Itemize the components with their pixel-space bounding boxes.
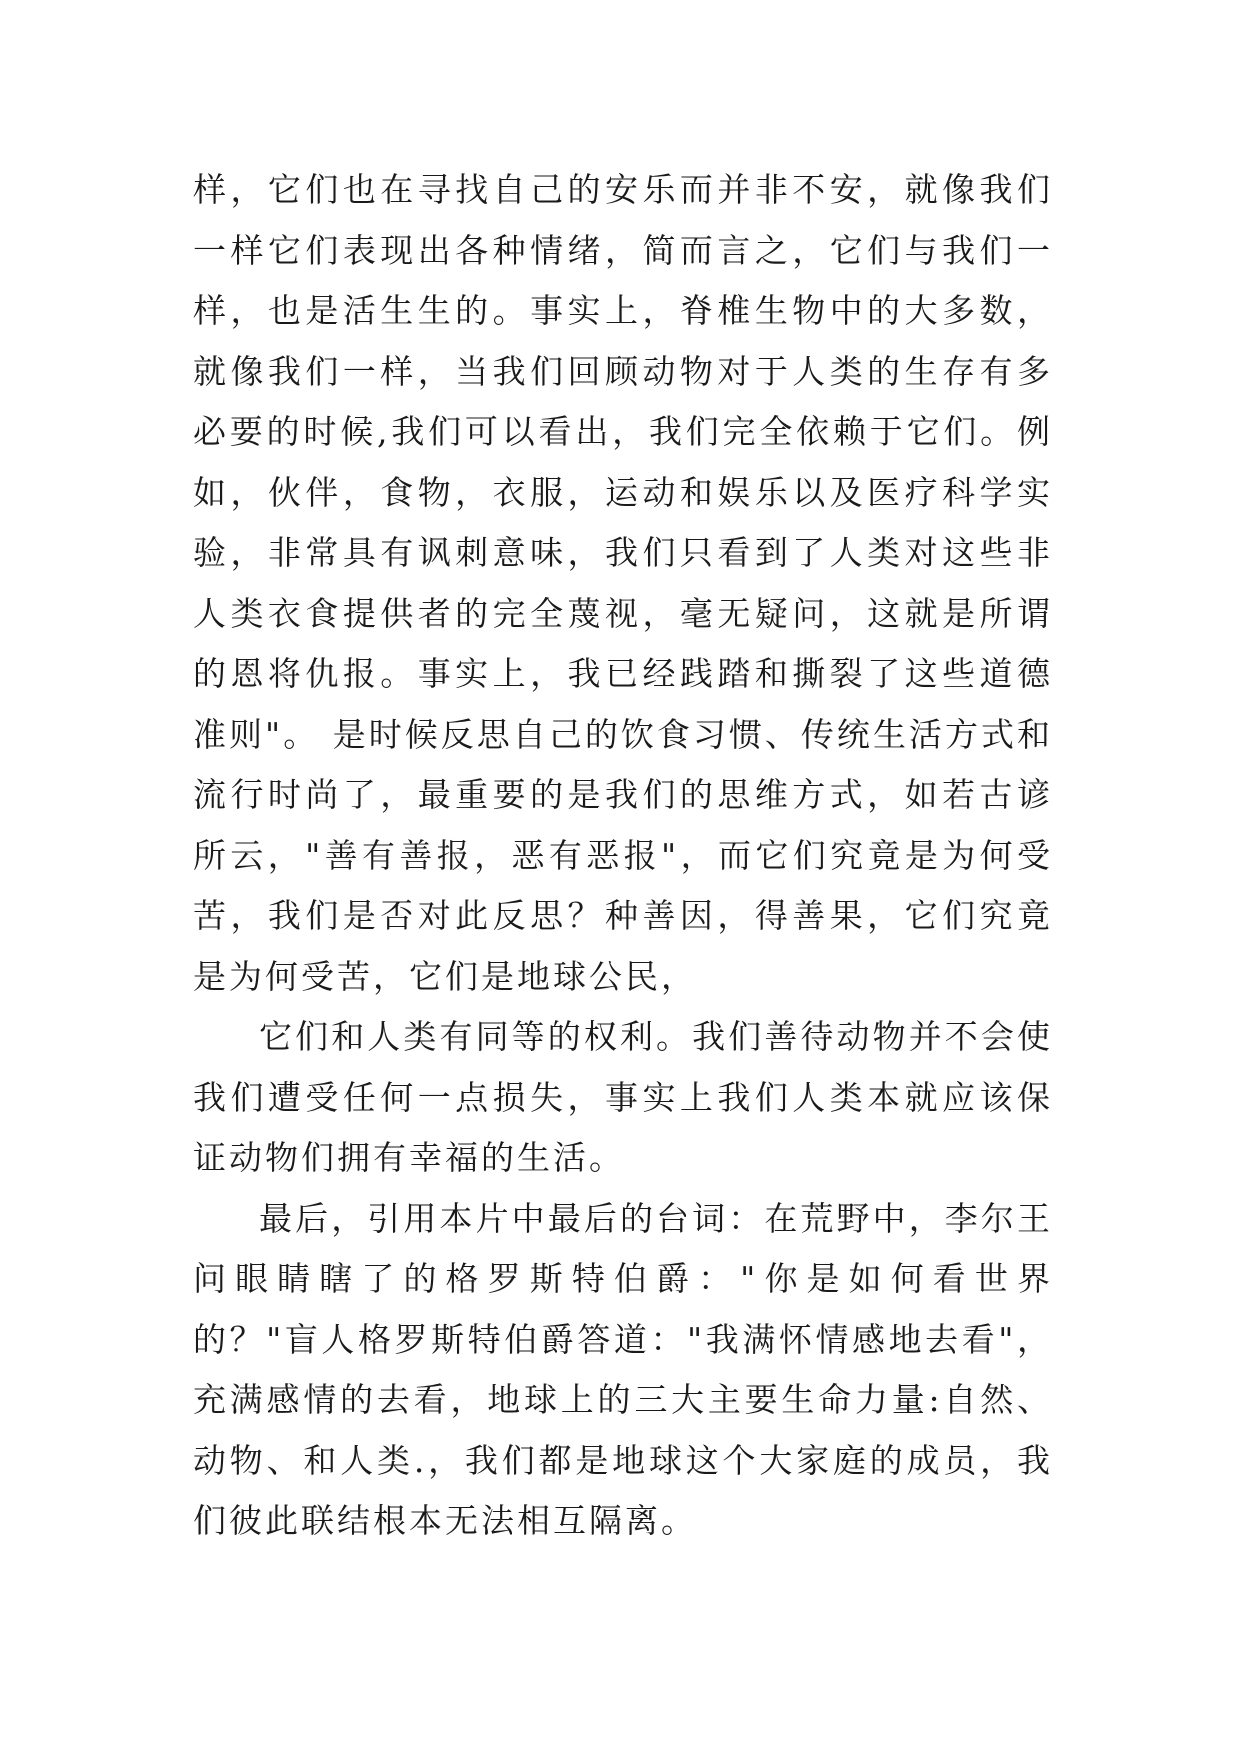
body-text [193, 160, 1053, 1552]
paragraph-2: 它们和人类有同等的权利。我们善待动物并不会使我们遭受任何一点损失，事实上我们人类本就应该保证动物们拥有幸福的生活。 [193, 1017, 1053, 1177]
paragraph-3: 最后，引用本片中最后的台词：在荒野中，李尔王问眼睛瞎了的格罗斯特伯爵："你是如何看世界的？"盲人格罗斯特伯爵答道："我满怀情感地去看"，充满感情的去看，地球上的三大主要生命力量:自然、动物、和人类.，我们都是地球这个大家庭的成员，我们彼此联结根本无法相互隔离。 [193, 1198, 1053, 1540]
paragraph-1: 样，它们也在寻找自己的安乐而并非不安，就像我们一样它们表现出各种情绪，简而言之，它们与我们一样，也是活生生的。事实上，脊椎生物中的大多数，就像我们一样，当我们回顾动物对于人类的生存有多必要的时候,我们可以看出，我们完全依赖于它们。例如，伙伴，食物，衣服，运动和娱乐以及医疗科学实验，非常具有讽刺意味，我们只看到了人类对这些非人类衣食提供者的完全蔑视，毫无疑问，这就是所谓的恩将仇报。事实上，我已经践踏和撕裂了这些道德准则"。 是时候反思自己的饮食习惯、传统生活方式和流行时尚了，最重要的是我们的思维方式，如若古谚所云，"善有善报，恶有恶报"，而它们究竟是为何受苦，我们是否对此反思？种善因，得善果，它们究竟是为何受苦，它们是地球公民， [193, 170, 1053, 996]
